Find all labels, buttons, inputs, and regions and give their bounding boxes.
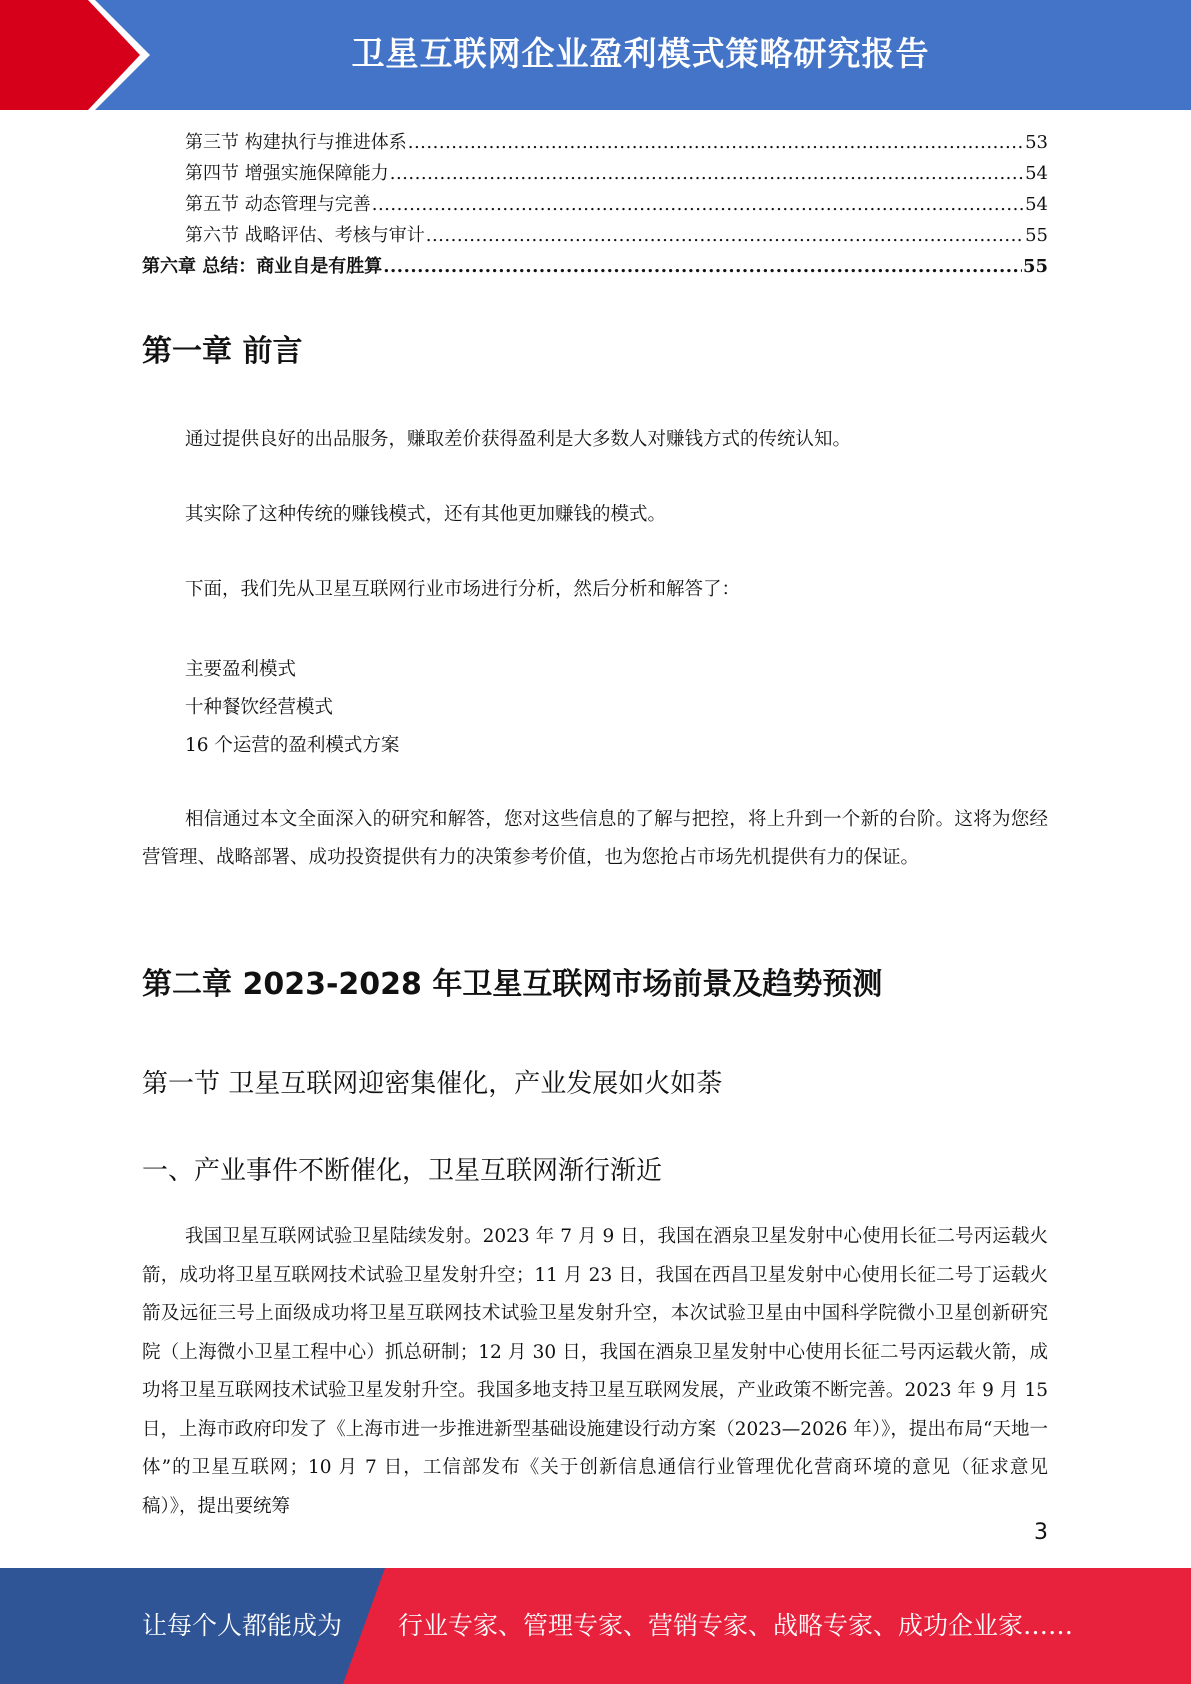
toc-entry-label: 第六章 总结：商业自是有胜算 (142, 256, 383, 277)
toc-entry[interactable] (142, 221, 1048, 252)
toc-entry[interactable] (142, 190, 1048, 221)
paragraph (142, 571, 1048, 609)
toc-entry[interactable] (142, 159, 1048, 190)
footer-slogan-right: 行业专家、管理专家、营销专家、战略专家、成功企业家…… (398, 1611, 1074, 1640)
intro-paragraph-1: 通过提供良好的出品服务，赚取差价获得盈利是大多数人对赚钱方式的传统认知。 (185, 429, 852, 450)
page-number: 3 (1034, 1520, 1048, 1545)
table-of-contents (142, 128, 1048, 283)
toc-entry-label: 第五节 动态管理与完善 (185, 194, 371, 215)
toc-entry-page: 55 (1025, 225, 1048, 246)
footer-slogan-left: 让每个人都能成为 (142, 1611, 343, 1640)
toc-entry-page: 54 (1025, 163, 1048, 184)
intro-paragraph-2: 其实除了这种传统的赚钱模式，还有其他更加赚钱的模式。 (185, 504, 667, 525)
chapter-2-heading: 第二章 2023-2028 年卫星互联网市场前景及趋势预测 (142, 967, 883, 1002)
page-header (0, 0, 1191, 110)
toc-entry-label: 第六节 战略评估、考核与审计 (185, 225, 425, 246)
list-item: 十种餐饮经营模式 (185, 697, 334, 718)
list-item: 主要盈利模式 (185, 659, 297, 680)
toc-entry-page: 55 (1022, 256, 1048, 277)
toc-entry-label: 第三节 构建执行与推进体系 (185, 132, 407, 153)
list-item: 16 个运营的盈利模式方案 (185, 735, 400, 756)
paragraph (142, 496, 1048, 534)
intro-paragraph-3: 下面，我们先从卫星互联网行业市场进行分析，然后分析和解答了： (185, 579, 741, 600)
toc-leader-dots (372, 194, 1024, 215)
report-title: 卫星互联网企业盈利模式策略研究报告 (351, 34, 930, 73)
toc-leader-dots (390, 163, 1024, 184)
page-footer (0, 1568, 1191, 1684)
toc-leader-dots (383, 256, 1022, 277)
toc-entry-page: 54 (1025, 194, 1048, 215)
body-paragraph: 我国卫星互联网试验卫星陆续发射。2023 年 7 月 9 日，我国在酒泉卫星发射中心使用长征二号丙运载火箭，成功将卫星互联网技术试验卫星发射升空；11 月 23 日，我国在西昌卫星发射中心使用长征二号丁运载火箭及远征三号上面级成功将卫星互联网技术试验卫星发射升空，本次试验卫星由中国科学院微小卫星创新研究院（上海微小卫星工程中心）抓总研制；12 月 30 日，我国在酒泉卫星发射中心使用长征二号丙运载火箭，成功将卫星互联网技术试验卫星发射升空。我国多地支持卫星互联网发展，产业政策不断完善。2023 年 9 月 15 日，上海市政府印发了《上海市进一步推进新型基础设施建设行动方案（2023—2026 年）》，提出布局“天地一体”的卫星互联网；10 月 7 日，工信部发布《关于创新信息通信行业管理优化营商环境的意见（征求意见稿）》，提出要统筹 (142, 1226, 1048, 1517)
toc-entry-page: 53 (1025, 132, 1048, 153)
chapter-1-heading: 第一章 前言 (142, 334, 303, 369)
toc-entry-chapter[interactable] (142, 252, 1048, 283)
toc-leader-dots (408, 132, 1024, 153)
subsection-heading: 一、产业事件不断催化，卫星互联网渐行渐近 (142, 1156, 663, 1186)
toc-entry-label: 第四节 增强实施保障能力 (185, 163, 389, 184)
toc-leader-dots (426, 225, 1024, 246)
section-heading: 第一节 卫星互联网迎密集催化，产业发展如火如荼 (142, 1069, 723, 1099)
toc-entry[interactable] (142, 128, 1048, 159)
intro-paragraph-4: 相信通过本文全面深入的研究和解答，您对这些信息的了解与把控，将上升到一个新的台阶。这将为您经营管理、战略部署、成功投资提供有力的决策参考价值，也为您抢占市场先机提供有力的保证。 (142, 809, 1048, 868)
paragraph (142, 421, 1048, 459)
